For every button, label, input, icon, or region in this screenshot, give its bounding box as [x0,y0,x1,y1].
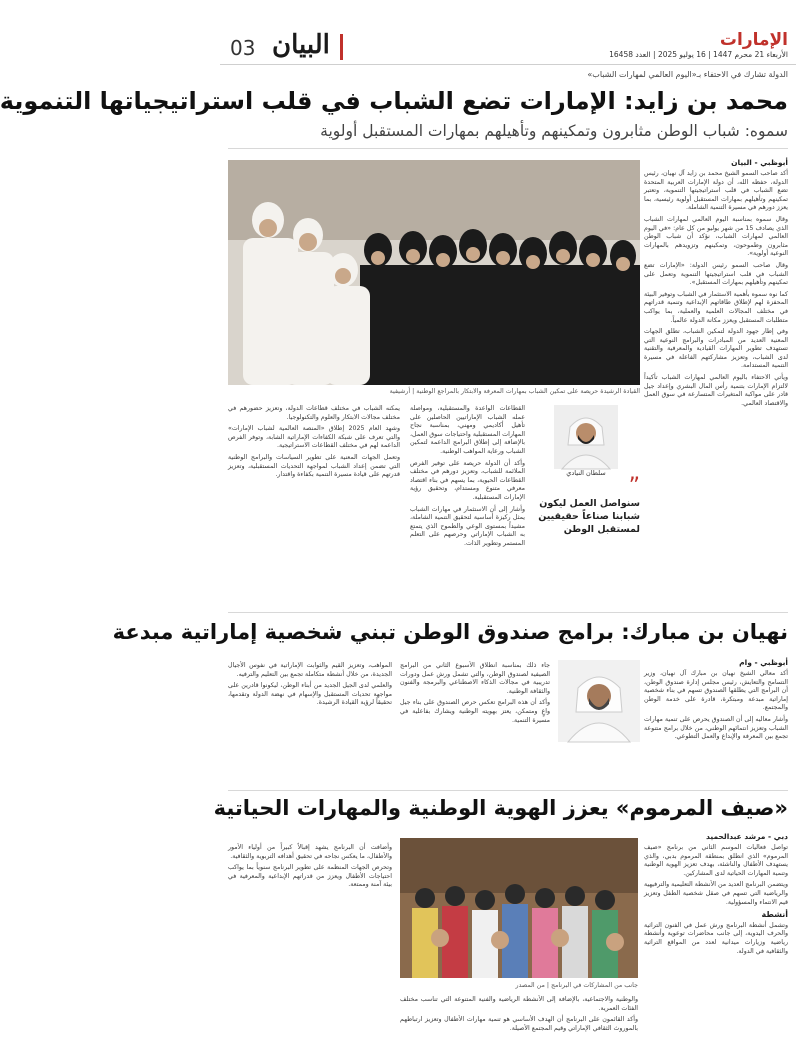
paragraph: وشهد العام 2025 إطلاق «المنصة العالمية لشباب الإمارات» والتي تعرف على شبكة الكفاءات الإماراتية الشابة، وتوفر الفرص الداعمة لهم في مختلف القطاعات الاستراتيجية. [228,425,400,450]
quote-text: سنواصل العمل ليكون شبابنا صناعاً حقيقيين لمستقبل الوطن [538,498,640,535]
page-number: 03 [230,36,256,60]
portrait-icon [554,405,618,469]
story1-photo-caption: القيادة الرشيدة حريصة على تمكين الشباب بمهارات المعرفة والابتكار بالمراجع الوطنية | أرشيفية [389,388,640,395]
paragraph: أكد معالي الشيخ نهيان بن مبارك آل نهيان، وزير التسامح والتعايش، رئيس مجلس إدارة صندوق الوطن، أن البرامج التي يطلقها الصندوق تسهم في بناء شخصية إماراتية مبدعة ومبتكرة، قادرة على خدمة الوطن والمجتمع. [644,670,788,712]
divider [228,612,788,613]
paragraph: وأكد القائمون على البرنامج أن الهدف الأساسي هو تنمية مهارات الأطفال وتعزيز ارتباطهم بالموروث الثقافي الإماراتي وقيم المجتمع الأصيلة. [400,1016,638,1032]
paragraph: وأكد أن الدولة حريصة على توفير الفرص الملائمة للشباب، وتعزيز دورهم في مختلف القطاعات الحيوية، بما يسهم في بناء اقتصاد معرفي متنوع ومستدام، وتحقيق رؤية الإمارات المستقبلية. [410,459,525,501]
paragraph: تواصل فعاليات الموسم الثاني من برنامج «صيف المرموم» الذي انطلق بمنطقة المرموم بدبي، والذي يستهدف الأطفال والناشئة، بهدف تعزيز الهوية الوطنية وتنمية المهارات الحياتية لدى المشاركين. [644,844,788,877]
divider [228,790,788,791]
story1-headline: محمد بن زايد: الإمارات تضع الشباب في قلب استراتيجياتها التنموية [0,87,788,115]
story1-subheadline: سموه: شباب الوطن مثابرون وتمكينهم وتأهيلهم بمهارات المستقبل أولوية [320,122,788,140]
quote-box [532,405,640,545]
story3-headline: «صيف المرموم» يعزز الهوية الوطنية والمهارات الحياتية [213,796,788,820]
story3-photo-caption: جانب من المشاركات في البرنامج | من المصدر [515,982,638,989]
story1-column-left [228,405,400,605]
paragraph: والوطنية والاجتماعية، بالإضافة إلى الأنشطة الرياضية والفنية المتنوعة التي تناسب مختلف الفئات العمرية. [400,996,638,1012]
paragraph: ويتضمن البرنامج العديد من الأنشطة التعليمية والترفيهية والرياضية التي تسهم في صقل شخصية الطفل وتعزيز قيم الانتماء والمسؤولية. [644,881,788,906]
story2-portrait [558,660,640,742]
paragraph: جاء ذلك بمناسبة انطلاق الأسبوع الثاني من البرامج الصيفية لصندوق الوطن، والتي تشمل ورش عمل ودورات تدريبية في مجالات الذكاء الاصطناعي والبرمجة والفنون والثقافة الوطنية. [400,662,550,695]
story2-column-middle [400,662,550,782]
brand-logo: البيان [272,30,330,60]
group-photo-image [228,160,640,385]
divider [228,148,788,149]
paragraph: والعلمي لدى الجيل الجديد من أبناء الوطن، ليكونوا قادرين على مواجهة تحديات المستقبل والإسهام في نهضة الدولة وتقدمها، تحقيقاً لرؤية القيادة الرشيدة. [228,682,392,707]
brand-divider [340,34,343,60]
story2-column-right [644,670,788,782]
masthead [220,0,796,65]
paragraph: وتحرص الجهات المنظمة على تطوير البرنامج سنوياً بما يواكب احتياجات الأطفال ويعزز من قدراتهم الإبداعية والمعرفية في بيئة آمنة وممتعة. [228,864,392,889]
paragraph: كما نوه سموه بأهمية الاستثمار في الشباب وتوفير البيئة المحفزة لهم لإطلاق طاقاتهم الإبداعية وتنمية قدراتهم في مختلف المجالات العلمية والعملية، بما يواكب متطلبات المستقبل ويعزز مكانة الدولة عالمياً. [644,290,788,324]
story1-photo [228,160,640,385]
paragraph: ويأتي الاحتفاء باليوم العالمي لمهارات الشباب تأكيداً لالتزام الإمارات بتنمية رأس المال البشري وإعداد جيل قادر على مواكبة المتغيرات المتسارعة في سوق العمل والاقتصاد العالمي. [644,374,788,407]
children-group-image [400,838,638,978]
quote-mark-icon: ” [628,474,640,499]
story2-column-left [228,662,392,782]
story3-subhead: أنشطة [761,910,788,920]
paragraph: وأشار معاليه إلى أن الصندوق يحرص على تنمية مهارات الشباب وتعزيز انتمائهم الوطني، من خلال برامج متنوعة تجمع بين المعرفة والإبداع والعمل التطوعي. [644,715,788,741]
story1-column-middle [410,405,525,605]
story3-column-left [228,844,392,1056]
paragraph: وقال صاحب السمو رئيس الدولة: «الإمارات تضع الشباب في قلب استراتيجيتها التنموية وتعمل على تمكينهم وتأهيلهم بمهارات المستقبل». [644,261,788,287]
story3-column-middle [400,996,638,1056]
story3-photo [400,838,638,978]
paragraph: القطاعات الواعدة والمستقبلية، ومواصلة عمله الشباب الإماراتيين الحاصلين على تأهيل أكاديمي ومهني، بمناسبة نجاح المهارات المستقبلية واحتياجات سوق العمل، بالإضافة إلى إطلاق البرامج الداعمة لتمكين الشباب ورعاية المواهب الوطنية. [410,405,525,455]
story2-headline: نهيان بن مبارك: برامج صندوق الوطن تبني شخصية إماراتية مبدعة [112,620,788,644]
paragraph: وتشمل أنشطة البرنامج ورش عمل في الفنون التراثية والحرف اليدوية، إلى جانب محاضرات توعوية وأنشطة رياضية وزيارات ميدانية لعدد من المواقع التراثية والثقافية في الدولة. [644,921,788,955]
quote-name: سلطان النيادي [566,469,606,477]
paragraph: وتعمل الجهات المعنية على تطوير السياسات والبرامج الوطنية التي تضمن إعداد الشباب لمواجهة التحديات المستقبلية، وتعزيز قدرتهم على قيادة مسيرة التنمية بكفاءة واقتدار. [228,453,400,479]
paragraph: وأكد أن هذه البرامج تعكس حرص الصندوق على بناء جيل واعٍ ومتمكن، يعتز بهويته الوطنية ويشارك بفاعلية في مسيرة التنمية. [400,699,550,724]
story1-kicker: الدولة تشارك في الاحتفاء بـ«اليوم العالمي لمهارات الشباب» [587,70,788,79]
story3-column-right [644,844,788,1056]
paragraph: يمكنه الشباب في مختلف قطاعات الدولة، وتعزيز حضورهم في مختلف مجالات الابتكار والعلوم والتكنولوجيا. [228,405,400,421]
paragraph: وقال سموه بمناسبة اليوم العالمي لمهارات الشباب الذي يصادف 15 من شهر يوليو من كل عام: «في اليوم العالمي لمهارات الشباب، نؤكد أن شباب الوطن مثابرون وطموحون، وتمكينهم وتزويدهم بالمهارات النوعية أولوية». [644,215,788,258]
paragraph: وفي إطار جهود الدولة لتمكين الشباب، تطلق الجهات المعنية العديد من المبادرات والبرامج النوعية التي تستهدف تطوير المهارات القيادية والمعرفية والتقنية لدى الشباب، وتعزيز مشاركتهم الفاعلة في مسيرة التنمية المستدامة. [644,328,788,370]
story1-byline: أبوظبي - البيان [731,158,788,167]
story1-column-right [644,170,788,598]
paragraph: وأشار إلى أن الاستثمار في مهارات الشباب يمثل ركيزة أساسية لتحقيق التنمية الشاملة، مشيداً بمستوى الوعي والطموح الذي يتمتع به الشباب الإماراتي وحرصهم على التعلم المستمر وتطوير الذات. [410,505,525,547]
story3-byline: دبي - مرشد عبدالحميد [706,832,788,841]
section-title: الإمارات [719,30,788,50]
portrait-icon [558,660,640,742]
paragraph: المواهب، وتعزيز القيم والثوابت الإماراتية في نفوس الأجيال الجديدة، من خلال أنشطة متكاملة تجمع بين التعليم والترفيه. [228,662,392,678]
story2-byline: أبوظبي - وام [739,658,788,667]
paragraph: أكد صاحب السمو الشيخ محمد بن زايد آل نهيان، رئيس الدولة، حفظه الله، أن دولة الإمارات العربية المتحدة تضع الشباب في قلب استراتيجيتها التنموية، وتعتبر تمكينهم وتأهيلهم بمهارات المستقبل أولوية رئيسية، بما يعزز دورهم في مسيرة التنمية الشاملة. [644,170,788,212]
dateline: الأربعاء 21 محرم 1447 | 16 يوليو 2025 | العدد 16458 [609,50,788,59]
paragraph: وأضافت أن البرنامج يشهد إقبالاً كبيراً من أولياء الأمور والأطفال، ما يعكس نجاحه في تحقيق أهدافه التربوية والثقافية. [228,844,392,860]
